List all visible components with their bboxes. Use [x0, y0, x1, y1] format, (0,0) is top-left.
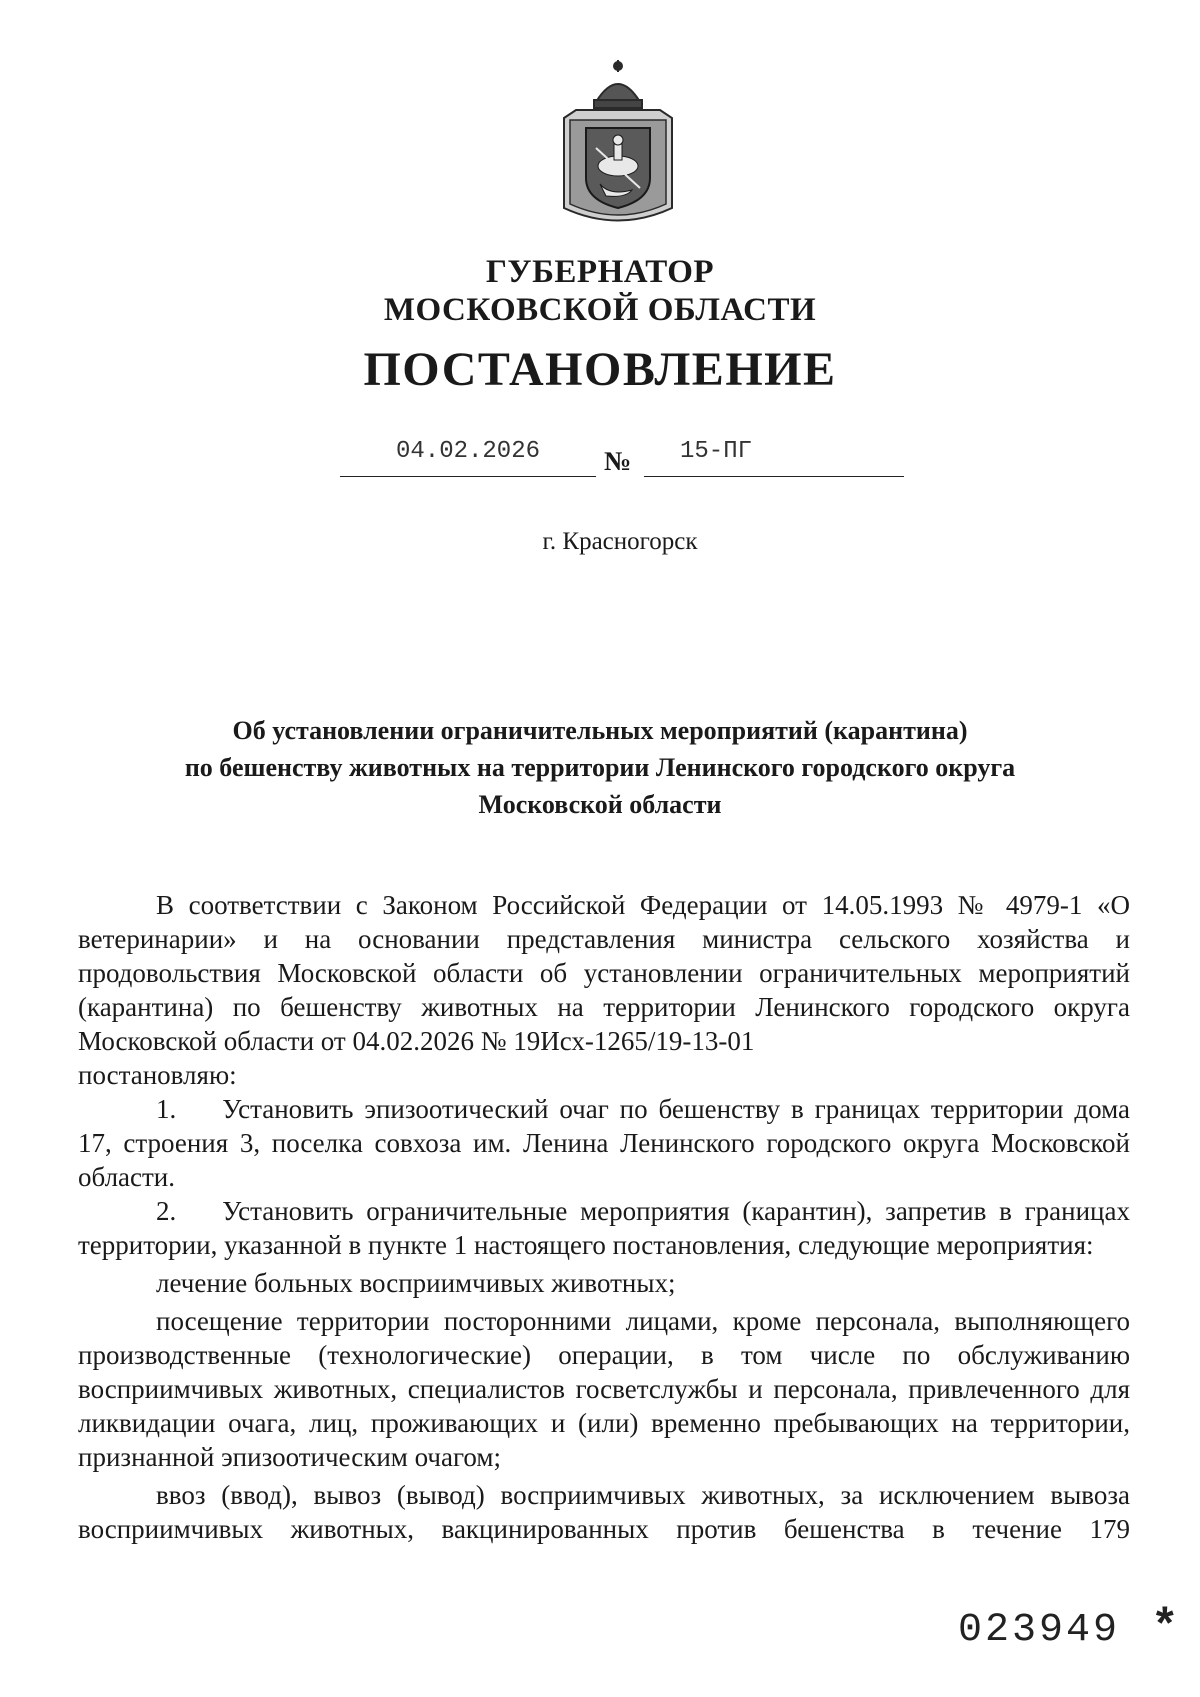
serial-number-stamp — [958, 1602, 1182, 1654]
decree-word: постановляю: — [78, 1060, 237, 1090]
preamble-paragraph: В соответствии с Законом Российской Федерации от 14.05.1993 № 4979-1 «О ветеринарии» и на основании представления министра сельского хозяйства и продовольствия Московской области об установлении ограничительных мероприятий (карантина) по бешенству животных на территории Ленинского городского округа Московской области от 04.02.2026 № 19Исх-1265/19-13-01 — [78, 890, 1130, 1056]
date-value: 04.02.2026 — [395, 438, 541, 465]
date-field — [340, 438, 596, 477]
item-2 — [78, 1194, 1130, 1262]
issuer-line-1: ГУБЕРНАТОР — [485, 254, 715, 290]
number-value: 15-ПГ — [680, 438, 753, 465]
issuer-line-2: МОСКОВСКОЙ ОБЛАСТИ — [383, 292, 817, 328]
item-1-number: 1. — [156, 1094, 177, 1124]
sub-item-transport: ввоз (ввод), вывоз (вывод) восприимчивых животных, за исключением вывоза восприимчивых животных, вакцинированных против бешенства в течение 179 — [78, 1480, 1130, 1544]
serial-number: 023949 — [958, 1608, 1121, 1653]
issuer-title — [0, 253, 1200, 329]
sub-item-treatment: лечение больных восприимчивых животных; — [156, 1268, 676, 1298]
item-1-text: Установить эпизоотический очаг по бешенству в границах территории дома 17, строения 3, поселка совхоза им. Ленина Ленинского городского округа Московской области. — [78, 1094, 1130, 1192]
document-type-title: ПОСТАНОВЛЕНИЕ — [363, 343, 837, 396]
coat-of-arms-emblem — [556, 58, 680, 230]
document-body — [78, 888, 1130, 1546]
subject-line-2: по бешенству животных на территории Ленинского городского округа — [184, 753, 1016, 782]
item-2-text: Установить ограничительные мероприятия (карантин), запретив в границах территории, указанной в пункте 1 настоящего постановления, следующие мероприятия: — [78, 1196, 1130, 1260]
subject-line-3: Московской области — [478, 790, 722, 819]
item-2-number: 2. — [156, 1196, 177, 1226]
asterisk-mark: * — [1151, 1602, 1182, 1654]
document-subject — [0, 712, 1200, 823]
number-field — [644, 438, 904, 477]
place-of-issue: г. Красногорск — [542, 528, 698, 555]
coat-of-arms-icon — [556, 58, 680, 230]
item-1 — [78, 1092, 1130, 1194]
sub-item-visiting: посещение территории посторонними лицами, кроме персонала, выполняющего производственные (технологические) операции, в том числе по обслуживанию восприимчивых животных, специалистов госветслужбы и персонала, привлеченного для ликвидации очага, лиц, проживающих и (или) временно пребывающих на территории, признанной эпизоотическим очагом; — [78, 1306, 1130, 1472]
subject-line-1: Об установлении ограничительных мероприятий (карантина) — [232, 716, 968, 745]
number-sign: № — [604, 446, 632, 476]
